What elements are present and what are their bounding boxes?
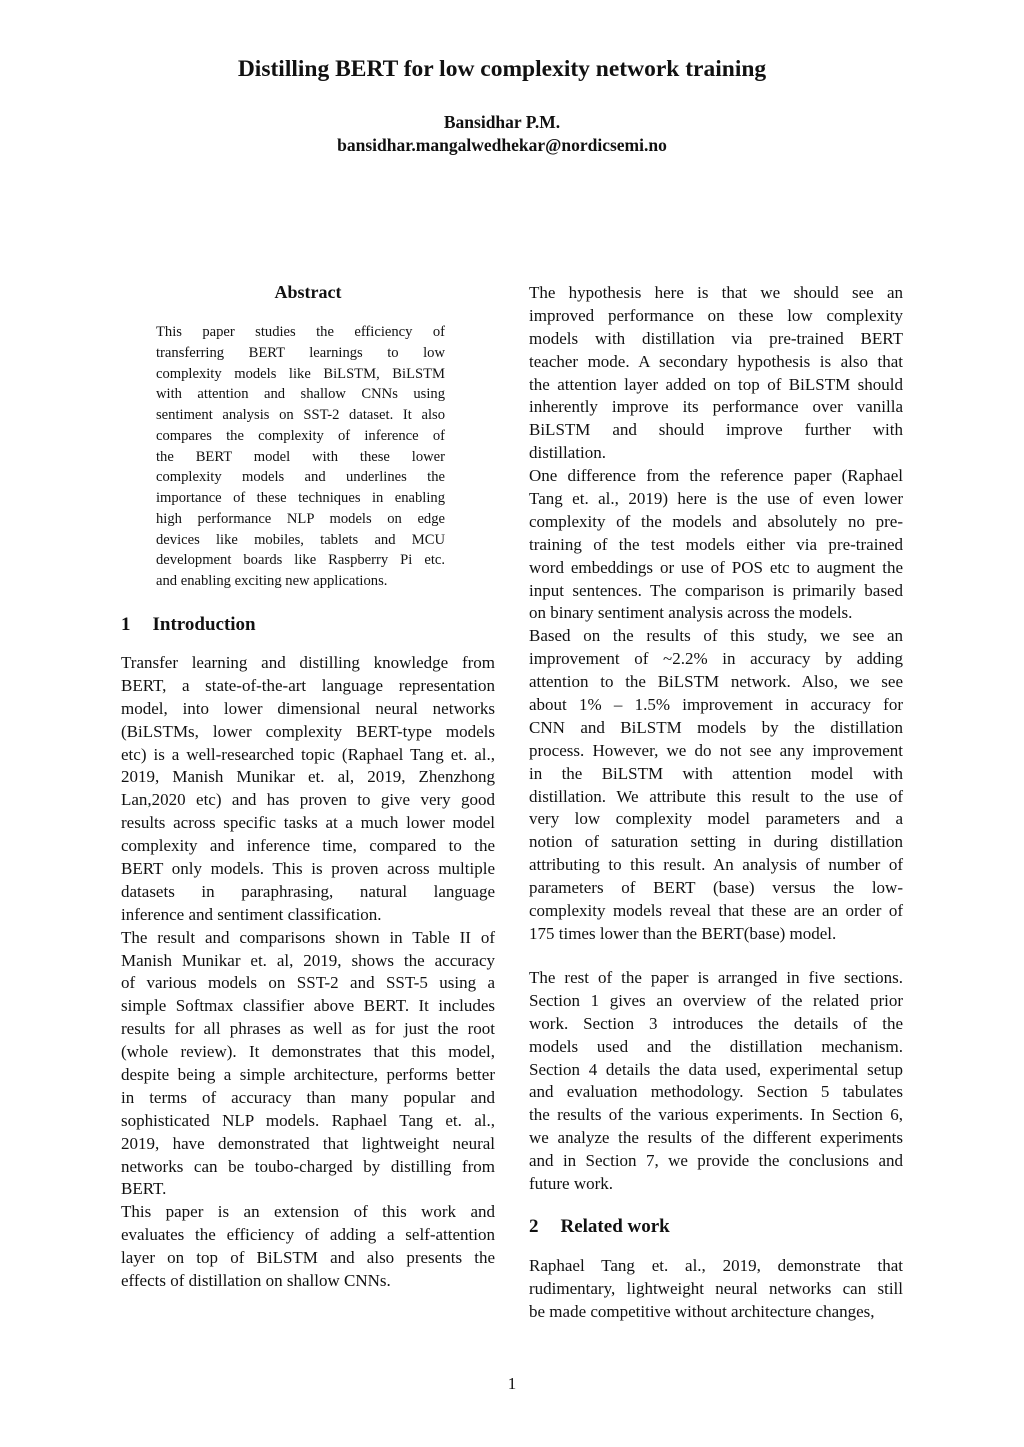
text-line: devices like mobiles, tablets and MCU	[156, 531, 445, 548]
text-line: 175 times lower than the BERT(base) model.	[529, 923, 837, 943]
section-title: Introduction	[152, 614, 256, 635]
text-line: improved performance on these low complexity	[529, 305, 903, 325]
text-line: parameters of BERT (base) versus the low-	[529, 878, 903, 898]
right-column-body	[529, 282, 903, 946]
text-line: transferring BERT learnings to low	[156, 344, 445, 361]
text-line: results for all phrases as well as for just the root	[121, 1019, 495, 1039]
text-line: input sentences. The comparison is primarily based	[529, 580, 903, 600]
paragraph	[529, 465, 903, 625]
text-line: This paper studies the efficiency of	[156, 324, 445, 340]
text-line: BERT, a state-of-the-art language representation	[121, 675, 495, 695]
text-line: attributing to this result. An analysis of number of	[529, 855, 903, 875]
text-line: complexity and inference time, compared to the	[121, 836, 495, 856]
text-line: attention to the BiLSTM network. Also, we see	[529, 672, 903, 692]
text-line: the results of the various experiments. In Section 6,	[529, 1105, 903, 1125]
text-line: and enabling exciting new applications.	[156, 573, 388, 589]
text-line: Section 1 gives an overview of the related prior	[529, 990, 903, 1010]
text-line: Lan,2020 etc) and has proven to give very good	[121, 790, 495, 810]
text-line: distillation. We attribute this result to the use of	[529, 786, 903, 806]
text-line: sentiment analysis on SST-2 dataset. It also	[156, 407, 445, 423]
text-line: very low complexity model parameters and a	[529, 809, 903, 829]
text-line: This paper is an extension of this work and	[121, 1202, 495, 1222]
text-line: The result and comparisons shown in Table II of	[121, 927, 495, 947]
text-line: high performance NLP models on edge	[156, 510, 445, 527]
text-line: complexity models and underlines the	[156, 469, 445, 486]
text-line: word embeddings or use of POS etc to augment the	[529, 557, 903, 577]
text-line: the attention layer added on top of BiLSTM should	[529, 374, 903, 394]
text-line: be made competitive without architecture changes,	[529, 1301, 875, 1321]
text-line: development boards like Raspberry Pi etc.	[156, 552, 445, 569]
text-line: with attention and shallow CNNs using	[156, 386, 445, 403]
text-line: Transfer learning and distilling knowledge from	[121, 653, 495, 672]
paragraph	[529, 282, 903, 465]
text-line: process. However, we do not see any improvement	[529, 740, 903, 760]
text-line: 2019, Manish Munikar et. al, 2019, Zhenzhong	[121, 767, 495, 787]
text-line: The hypothesis here is that we should see an	[529, 283, 903, 302]
page-number: 1	[507, 1374, 517, 1393]
section-1-heading	[121, 614, 256, 636]
text-line: model, into lower dimensional neural networks	[121, 698, 495, 718]
abstract-body	[156, 322, 445, 592]
section-title: Related work	[560, 1216, 670, 1237]
text-line: the BERT model with these lower	[156, 448, 445, 465]
text-line: effects of distillation on shallow CNNs.	[121, 1271, 391, 1291]
text-line: evaluates the efficiency of adding a self-attention	[121, 1225, 495, 1245]
section-number: 2	[529, 1216, 539, 1237]
text-line: on binary sentiment analysis across the models.	[529, 603, 853, 623]
text-line: Raphael Tang et. al., 2019, demonstrate that	[529, 1256, 903, 1275]
text-line: work. Section 3 introduces the details of the	[529, 1013, 903, 1033]
text-line: despite being a simple architecture, performs better	[121, 1065, 495, 1085]
text-line: teacher mode. A secondary hypothesis is also that	[529, 351, 903, 371]
text-line: inherently improve its performance over vanilla	[529, 397, 903, 417]
text-line: models with distillation via pre-trained BERT	[529, 328, 903, 348]
text-line: rudimentary, lightweight neural networks can still	[529, 1278, 903, 1298]
text-line: BiLSTM and should improve further with	[529, 420, 903, 440]
text-line: about 1% – 1.5% improvement in accuracy for	[529, 695, 903, 715]
text-line: 2019, have demonstrated that lightweight neural	[121, 1133, 495, 1153]
abstract-heading: Abstract	[274, 282, 342, 302]
text-line: complexity models reveal that these are an order of	[529, 901, 903, 921]
paragraph	[529, 625, 903, 945]
introduction-body	[121, 652, 495, 1293]
text-line: in terms of accuracy than many popular and	[121, 1087, 495, 1107]
text-line: Section 4 details the data used, experimental setup	[529, 1059, 903, 1079]
text-line: layer on top of BiLSTM and also presents the	[121, 1248, 495, 1268]
text-line: improvement of ~2.2% in accuracy by adding	[529, 649, 903, 669]
text-line: networks can be toubo-charged by distilling from	[121, 1156, 495, 1176]
paragraph	[529, 1255, 903, 1324]
paper-title: Distilling BERT for low complexity network training	[237, 56, 767, 82]
text-line: One difference from the reference paper (Raphael	[529, 466, 903, 486]
author-email: bansidhar.mangalwedhekar@nordicsemi.no	[337, 135, 667, 155]
paper-outline-paragraph	[529, 967, 903, 1196]
paragraph	[529, 967, 903, 1196]
text-line: (whole review). It demonstrates that this model,	[121, 1042, 495, 1062]
text-line: future work.	[529, 1174, 614, 1194]
related-work-body	[529, 1255, 903, 1324]
text-line: inference and sentiment classification.	[121, 904, 382, 924]
text-line: BERT.	[121, 1179, 167, 1199]
text-line: Tang et. al., 2019) here is the use of even lower	[529, 489, 903, 509]
text-line: importance of these techniques in enabling	[156, 490, 445, 506]
text-line: we analyze the results of the different experiments	[529, 1128, 903, 1148]
text-line: notion of saturation setting in during distillation	[529, 832, 903, 852]
text-line: (BiLSTMs, lower complexity BERT-type models	[121, 721, 495, 741]
text-line: sophisticated NLP models. Raphael Tang et. al.,	[121, 1110, 495, 1130]
text-line: models used and the distillation mechanism.	[529, 1036, 903, 1056]
text-line: CNN and BiLSTM models by the distillation	[529, 717, 903, 737]
text-line: and in Section 7, we provide the conclusions and	[529, 1151, 903, 1171]
text-line: The rest of the paper is arranged in five sections.	[529, 968, 903, 987]
text-line: and evaluation methodology. Section 5 tabulates	[529, 1082, 903, 1102]
text-line: datasets in paraphrasing, natural language	[121, 881, 495, 901]
text-line: of various models on SST-2 and SST-5 using a	[121, 973, 495, 993]
text-line: Based on the results of this study, we see an	[529, 626, 903, 646]
paragraph	[156, 322, 445, 592]
text-line: BERT only models. This is proven across multiple	[121, 859, 495, 879]
text-line: complexity of the models and absolutely no pre-	[529, 511, 903, 531]
text-line: results across specific tasks at a much lower model	[121, 813, 495, 833]
author-name: Bansidhar P.M.	[443, 112, 561, 132]
text-line: etc) is a well-researched topic (Raphael Tang et. al.,	[121, 744, 495, 764]
text-line: Manish Munikar et. al, 2019, shows the accuracy	[121, 950, 495, 970]
text-line: complexity models like BiLSTM, BiLSTM	[156, 365, 445, 382]
text-line: training of the test models either via pre-trained	[529, 534, 903, 554]
text-line: distillation.	[529, 443, 606, 463]
paragraph	[121, 927, 495, 1202]
section-2-heading	[529, 1216, 670, 1238]
paragraph	[121, 652, 495, 927]
section-number: 1	[121, 614, 131, 635]
text-line: in the BiLSTM with attention model with	[529, 763, 903, 783]
text-line: compares the complexity of inference of	[156, 427, 445, 444]
text-line: simple Softmax classifier above BERT. It includes	[121, 996, 495, 1016]
paragraph	[121, 1201, 495, 1293]
